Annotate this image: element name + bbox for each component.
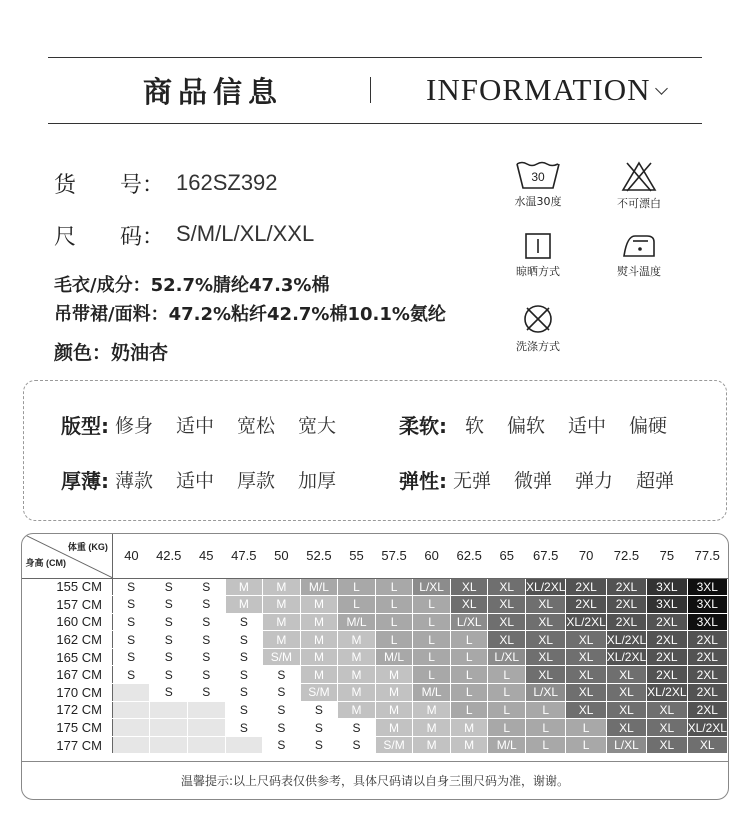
size-cell: 3XL bbox=[687, 613, 727, 631]
thickness-label: 厚薄: bbox=[61, 468, 109, 493]
height-label: 157 CM bbox=[23, 596, 113, 614]
size-cell: L bbox=[526, 701, 566, 719]
size-cell: S bbox=[263, 666, 301, 684]
size-cell: L bbox=[488, 701, 526, 719]
size-cell: L/XL bbox=[413, 578, 451, 596]
sku-label: 货 号： bbox=[54, 173, 165, 198]
size-cell: XL/2XL bbox=[647, 685, 687, 700]
weight-header: 65 bbox=[488, 534, 526, 578]
size-cell: L bbox=[413, 666, 451, 684]
table-corner bbox=[23, 534, 113, 578]
weight-axis-label: 体重 (KG) bbox=[67, 542, 108, 552]
size-cell: S bbox=[225, 684, 263, 702]
size-cell: S bbox=[225, 666, 263, 684]
size-cell: L/XL bbox=[488, 648, 526, 666]
height-label: 177 CM bbox=[23, 736, 113, 754]
size-cell bbox=[112, 701, 150, 719]
size-cell: L bbox=[450, 701, 488, 719]
size-cell: M bbox=[375, 684, 413, 702]
care-dry bbox=[502, 232, 574, 279]
size-cell: XL bbox=[687, 736, 727, 754]
size-cell: L bbox=[338, 578, 376, 596]
size-cell: XL bbox=[647, 719, 687, 737]
weight-header: 75 bbox=[647, 534, 687, 578]
softness-option: 偏硬 bbox=[629, 414, 668, 437]
size-cell: XL bbox=[647, 736, 687, 754]
size-cell: S bbox=[112, 631, 150, 649]
size-cell: S bbox=[300, 719, 338, 737]
size-cell: L/XL bbox=[606, 736, 646, 754]
size-cell: L bbox=[566, 719, 606, 737]
size-cell: L bbox=[450, 648, 488, 666]
size-cell: S bbox=[150, 684, 188, 702]
size-cell: S bbox=[263, 736, 301, 754]
size-cell: 2XL bbox=[566, 596, 606, 614]
height-label: 162 CM bbox=[23, 631, 113, 649]
size-cell: M bbox=[300, 648, 338, 666]
wash-label: 水温30度 bbox=[514, 195, 562, 208]
elasticity-option: 无弹 bbox=[453, 469, 492, 492]
weight-header: 45 bbox=[188, 534, 226, 578]
size-cell: XL bbox=[566, 631, 606, 649]
attr-elasticity bbox=[399, 462, 695, 496]
size-cell: XL bbox=[606, 719, 646, 737]
size-cell bbox=[150, 719, 188, 737]
size-cell: L bbox=[526, 719, 566, 737]
color-text: 颜色：奶油杏 bbox=[54, 342, 169, 364]
size-cell: S bbox=[300, 736, 338, 754]
size-cell: 3XL bbox=[647, 578, 687, 596]
table-row bbox=[23, 719, 728, 737]
table-row bbox=[23, 684, 728, 702]
size-cell: M bbox=[413, 736, 451, 754]
size-cell: S bbox=[263, 719, 301, 737]
size-cell: S bbox=[112, 596, 150, 614]
weight-header: 70 bbox=[566, 534, 606, 578]
size-cell: S bbox=[188, 613, 226, 631]
size-cell: XL bbox=[606, 666, 646, 684]
size-cell bbox=[150, 701, 188, 719]
size-cell: M bbox=[375, 719, 413, 737]
size-cell: XL bbox=[566, 666, 606, 684]
size-cell: M/L bbox=[413, 684, 451, 702]
attr-fit bbox=[61, 407, 357, 441]
size-cell: XL bbox=[488, 631, 526, 649]
size-cell: XL bbox=[526, 648, 566, 666]
height-label: 155 CM bbox=[23, 578, 113, 596]
no-dry-clean-icon bbox=[522, 303, 554, 335]
size-cell: 3XL bbox=[687, 596, 727, 614]
size-cell: L bbox=[566, 736, 606, 754]
elasticity-label: 弹性: bbox=[399, 468, 447, 493]
weight-header: 40 bbox=[112, 534, 150, 578]
thickness-option: 加厚 bbox=[298, 469, 337, 492]
size-cell: 2XL bbox=[606, 613, 646, 631]
care-clean bbox=[502, 303, 574, 354]
size-cell: L bbox=[375, 578, 413, 596]
size-cell: L bbox=[338, 596, 376, 614]
size-cell: XL bbox=[488, 578, 526, 596]
care-no-bleach bbox=[603, 160, 675, 211]
size-cell: S bbox=[188, 684, 226, 702]
weight-header: 72.5 bbox=[606, 534, 646, 578]
size-cell: XL bbox=[488, 613, 526, 631]
height-label: 175 CM bbox=[23, 719, 113, 737]
height-label: 160 CM bbox=[23, 613, 113, 631]
size-cell bbox=[150, 736, 188, 754]
thickness-option: 厚款 bbox=[237, 469, 276, 492]
size-cell: S bbox=[112, 613, 150, 631]
size-cell: XL bbox=[450, 578, 488, 596]
softness-option: 软 bbox=[465, 414, 485, 437]
size-cell: L bbox=[450, 631, 488, 649]
size-cell: S bbox=[150, 666, 188, 684]
size-cell: M bbox=[300, 596, 338, 614]
size-cell: M bbox=[300, 666, 338, 684]
size-cell: L/XL bbox=[526, 684, 566, 702]
weight-header: 55 bbox=[338, 534, 376, 578]
size-cell: 3XL bbox=[687, 578, 727, 596]
size-cell: M bbox=[263, 631, 301, 649]
size-cell: 2XL bbox=[687, 666, 727, 684]
size-cell bbox=[188, 719, 226, 737]
size-cell: M/L bbox=[300, 578, 338, 596]
size-cell: S bbox=[338, 736, 376, 754]
thickness-option: 薄款 bbox=[115, 469, 154, 492]
size-cell: S bbox=[188, 578, 226, 596]
height-label: 172 CM bbox=[23, 701, 113, 719]
fit-option: 宽大 bbox=[298, 414, 337, 437]
size-cell: M bbox=[338, 648, 376, 666]
size-cell: XL/2XL bbox=[566, 614, 606, 629]
size-cell: XL bbox=[526, 666, 566, 684]
size-cell: 2XL bbox=[647, 613, 687, 631]
softness-option-selected: 适中 bbox=[566, 411, 608, 438]
size-cell bbox=[112, 719, 150, 737]
weight-header: 60 bbox=[413, 534, 451, 578]
size-cell: 2XL bbox=[566, 578, 606, 596]
header-title-en: INFORMATION bbox=[426, 72, 651, 107]
weight-header: 50 bbox=[263, 534, 301, 578]
table-row bbox=[23, 596, 728, 614]
size-cell: L bbox=[526, 736, 566, 754]
size-cell: S bbox=[112, 666, 150, 684]
size-cell: S bbox=[263, 684, 301, 702]
size-cell: S bbox=[300, 701, 338, 719]
size-cell: XL bbox=[526, 613, 566, 631]
size-cell: L bbox=[413, 648, 451, 666]
size-cell: 2XL bbox=[647, 666, 687, 684]
size-cell: S bbox=[150, 613, 188, 631]
size-cell: M bbox=[338, 631, 376, 649]
header-title-cn: 商品信息 bbox=[143, 75, 284, 109]
weight-header: 62.5 bbox=[450, 534, 488, 578]
size-cell: S bbox=[188, 648, 226, 666]
size-cell: 2XL bbox=[687, 701, 727, 719]
fit-label: 版型: bbox=[61, 413, 109, 438]
size-cell: L bbox=[375, 613, 413, 631]
size-cell: M bbox=[263, 596, 301, 614]
size-cell: L/XL bbox=[450, 613, 488, 631]
size-cell: 2XL bbox=[687, 631, 727, 649]
no-bleach-label: 不可漂白 bbox=[617, 197, 661, 210]
size-cell: M bbox=[225, 578, 263, 596]
size-cell bbox=[112, 684, 150, 702]
size-cell: S bbox=[188, 631, 226, 649]
line-dry-icon bbox=[523, 232, 553, 260]
size-cell: 2XL bbox=[606, 596, 646, 614]
size-cell: M bbox=[300, 613, 338, 631]
iron-label: 熨斗温度 bbox=[617, 265, 661, 278]
size-table-body bbox=[23, 578, 728, 754]
size-cell: S bbox=[225, 631, 263, 649]
size-cell: S bbox=[150, 596, 188, 614]
size-cell: S bbox=[225, 613, 263, 631]
attr-thickness bbox=[61, 462, 357, 496]
size-cell: XL bbox=[488, 596, 526, 614]
size-cell: M bbox=[375, 666, 413, 684]
fit-option: 修身 bbox=[115, 414, 154, 437]
table-row bbox=[23, 666, 728, 684]
attr-softness bbox=[399, 407, 688, 441]
iron-temperature-icon bbox=[621, 232, 657, 260]
size-cell: 2XL bbox=[606, 578, 646, 596]
size-cell: M bbox=[338, 666, 376, 684]
size-cell: 2XL bbox=[687, 648, 727, 666]
elasticity-option-selected: 弹力 bbox=[573, 466, 615, 493]
weight-header: 52.5 bbox=[300, 534, 338, 578]
size-cell: M bbox=[450, 719, 488, 737]
fit-option-selected: 适中 bbox=[174, 411, 216, 438]
size-cell: S bbox=[112, 648, 150, 666]
table-row bbox=[23, 613, 728, 631]
weight-header: 47.5 bbox=[225, 534, 263, 578]
care-iron bbox=[603, 232, 675, 279]
size-cell: M bbox=[225, 596, 263, 614]
size-cell: S bbox=[112, 578, 150, 596]
dry-label: 晾晒方式 bbox=[516, 265, 560, 278]
size-cell bbox=[188, 701, 226, 719]
size-cell: S/M bbox=[300, 684, 338, 702]
size-cell: M bbox=[450, 736, 488, 754]
size-cell: L bbox=[413, 596, 451, 614]
size-cell: XL bbox=[606, 684, 646, 702]
size-cell: XL/2XL bbox=[687, 720, 727, 735]
size-value: S/M/L/XL/XXL bbox=[176, 221, 315, 246]
size-cell: L bbox=[413, 613, 451, 631]
size-cell: M bbox=[413, 701, 451, 719]
care-wash bbox=[502, 160, 574, 209]
table-row bbox=[23, 578, 728, 596]
sweater-composition: 毛衣/成分：52.7%腈纶47.3%棉 bbox=[54, 275, 330, 296]
size-cell: L bbox=[488, 666, 526, 684]
size-cell: S/M bbox=[263, 648, 301, 666]
table-row bbox=[23, 701, 728, 719]
size-cell: S/M bbox=[375, 736, 413, 754]
wash-30-icon bbox=[514, 160, 562, 190]
size-cell: S bbox=[225, 701, 263, 719]
attributes-panel bbox=[23, 380, 727, 521]
size-cell: XL bbox=[566, 684, 606, 702]
size-cell: L bbox=[375, 631, 413, 649]
header-divider bbox=[370, 77, 371, 103]
fit-option: 宽松 bbox=[237, 414, 276, 437]
clean-label: 洗涤方式 bbox=[516, 340, 560, 353]
size-cell: L bbox=[450, 666, 488, 684]
weight-header: 57.5 bbox=[375, 534, 413, 578]
size-cell: S bbox=[188, 666, 226, 684]
size-cell bbox=[112, 736, 150, 754]
chevron-down-icon[interactable] bbox=[655, 82, 668, 95]
size-cell: S bbox=[225, 719, 263, 737]
size-cell: M/L bbox=[488, 736, 526, 754]
height-label: 165 CM bbox=[23, 648, 113, 666]
size-table bbox=[22, 534, 728, 754]
size-cell: S bbox=[150, 631, 188, 649]
header-top-rule bbox=[48, 57, 702, 58]
size-cell: XL bbox=[526, 631, 566, 649]
size-cell: 2XL bbox=[687, 684, 727, 702]
weight-header: 77.5 bbox=[687, 534, 727, 578]
size-cell: L bbox=[413, 631, 451, 649]
table-row bbox=[23, 736, 728, 754]
size-cell: S bbox=[150, 578, 188, 596]
size-cell: M bbox=[413, 719, 451, 737]
elasticity-option: 超弹 bbox=[636, 469, 675, 492]
size-cell: M bbox=[375, 701, 413, 719]
size-label: 尺 码： bbox=[54, 225, 165, 250]
weight-header-row bbox=[23, 534, 728, 578]
size-cell: S bbox=[338, 719, 376, 737]
size-cell: XL bbox=[566, 648, 606, 666]
size-cell: 2XL bbox=[647, 648, 687, 666]
size-cell: M bbox=[338, 701, 376, 719]
dress-fabric: 吊带裙/面料：47.2%粘纤42.7%棉10.1%氨纶 bbox=[54, 304, 446, 325]
size-cell bbox=[188, 736, 226, 754]
size-cell: L bbox=[488, 684, 526, 702]
sku-value: 162SZ392 bbox=[176, 170, 278, 195]
size-cell: M bbox=[300, 631, 338, 649]
size-cell: S bbox=[188, 596, 226, 614]
size-cell: 2XL bbox=[647, 631, 687, 649]
size-tip: 温馨提示:以上尺码表仅供参考，具体尺码请以自身三围尺码为准，谢谢。 bbox=[22, 761, 728, 799]
size-cell: XL bbox=[526, 596, 566, 614]
size-cell bbox=[225, 736, 263, 754]
size-cell: L bbox=[488, 719, 526, 737]
header-bottom-rule bbox=[48, 123, 702, 124]
elasticity-option: 微弹 bbox=[514, 469, 553, 492]
size-cell: M bbox=[338, 684, 376, 702]
softness-option: 偏软 bbox=[507, 414, 546, 437]
size-cell: XL/2XL bbox=[606, 650, 647, 665]
size-cell: XL bbox=[566, 701, 606, 719]
weight-header: 42.5 bbox=[150, 534, 188, 578]
svg-text:30: 30 bbox=[531, 170, 545, 184]
weight-header: 67.5 bbox=[526, 534, 566, 578]
size-cell: L bbox=[450, 684, 488, 702]
size-cell: XL/2XL bbox=[526, 579, 566, 594]
height-label: 167 CM bbox=[23, 666, 113, 684]
size-cell: XL bbox=[647, 701, 687, 719]
table-row bbox=[23, 648, 728, 666]
height-axis-label: 身高 (CM) bbox=[25, 558, 66, 568]
softness-label: 柔软: bbox=[399, 413, 447, 438]
size-cell: 3XL bbox=[647, 596, 687, 614]
size-cell: S bbox=[263, 701, 301, 719]
size-cell: XL bbox=[606, 701, 646, 719]
size-cell: M bbox=[263, 613, 301, 631]
no-bleach-icon bbox=[619, 160, 659, 192]
size-cell: S bbox=[225, 648, 263, 666]
size-cell: XL bbox=[450, 596, 488, 614]
size-cell: L bbox=[375, 596, 413, 614]
table-row bbox=[23, 631, 728, 649]
size-cell: M/L bbox=[375, 648, 413, 666]
height-label: 170 CM bbox=[23, 684, 113, 702]
size-cell: M bbox=[263, 578, 301, 596]
thickness-option-selected: 适中 bbox=[174, 466, 216, 493]
size-cell: M/L bbox=[338, 613, 376, 631]
size-cell: S bbox=[150, 648, 188, 666]
size-chart bbox=[21, 533, 729, 800]
size-cell: XL/2XL bbox=[606, 632, 647, 647]
